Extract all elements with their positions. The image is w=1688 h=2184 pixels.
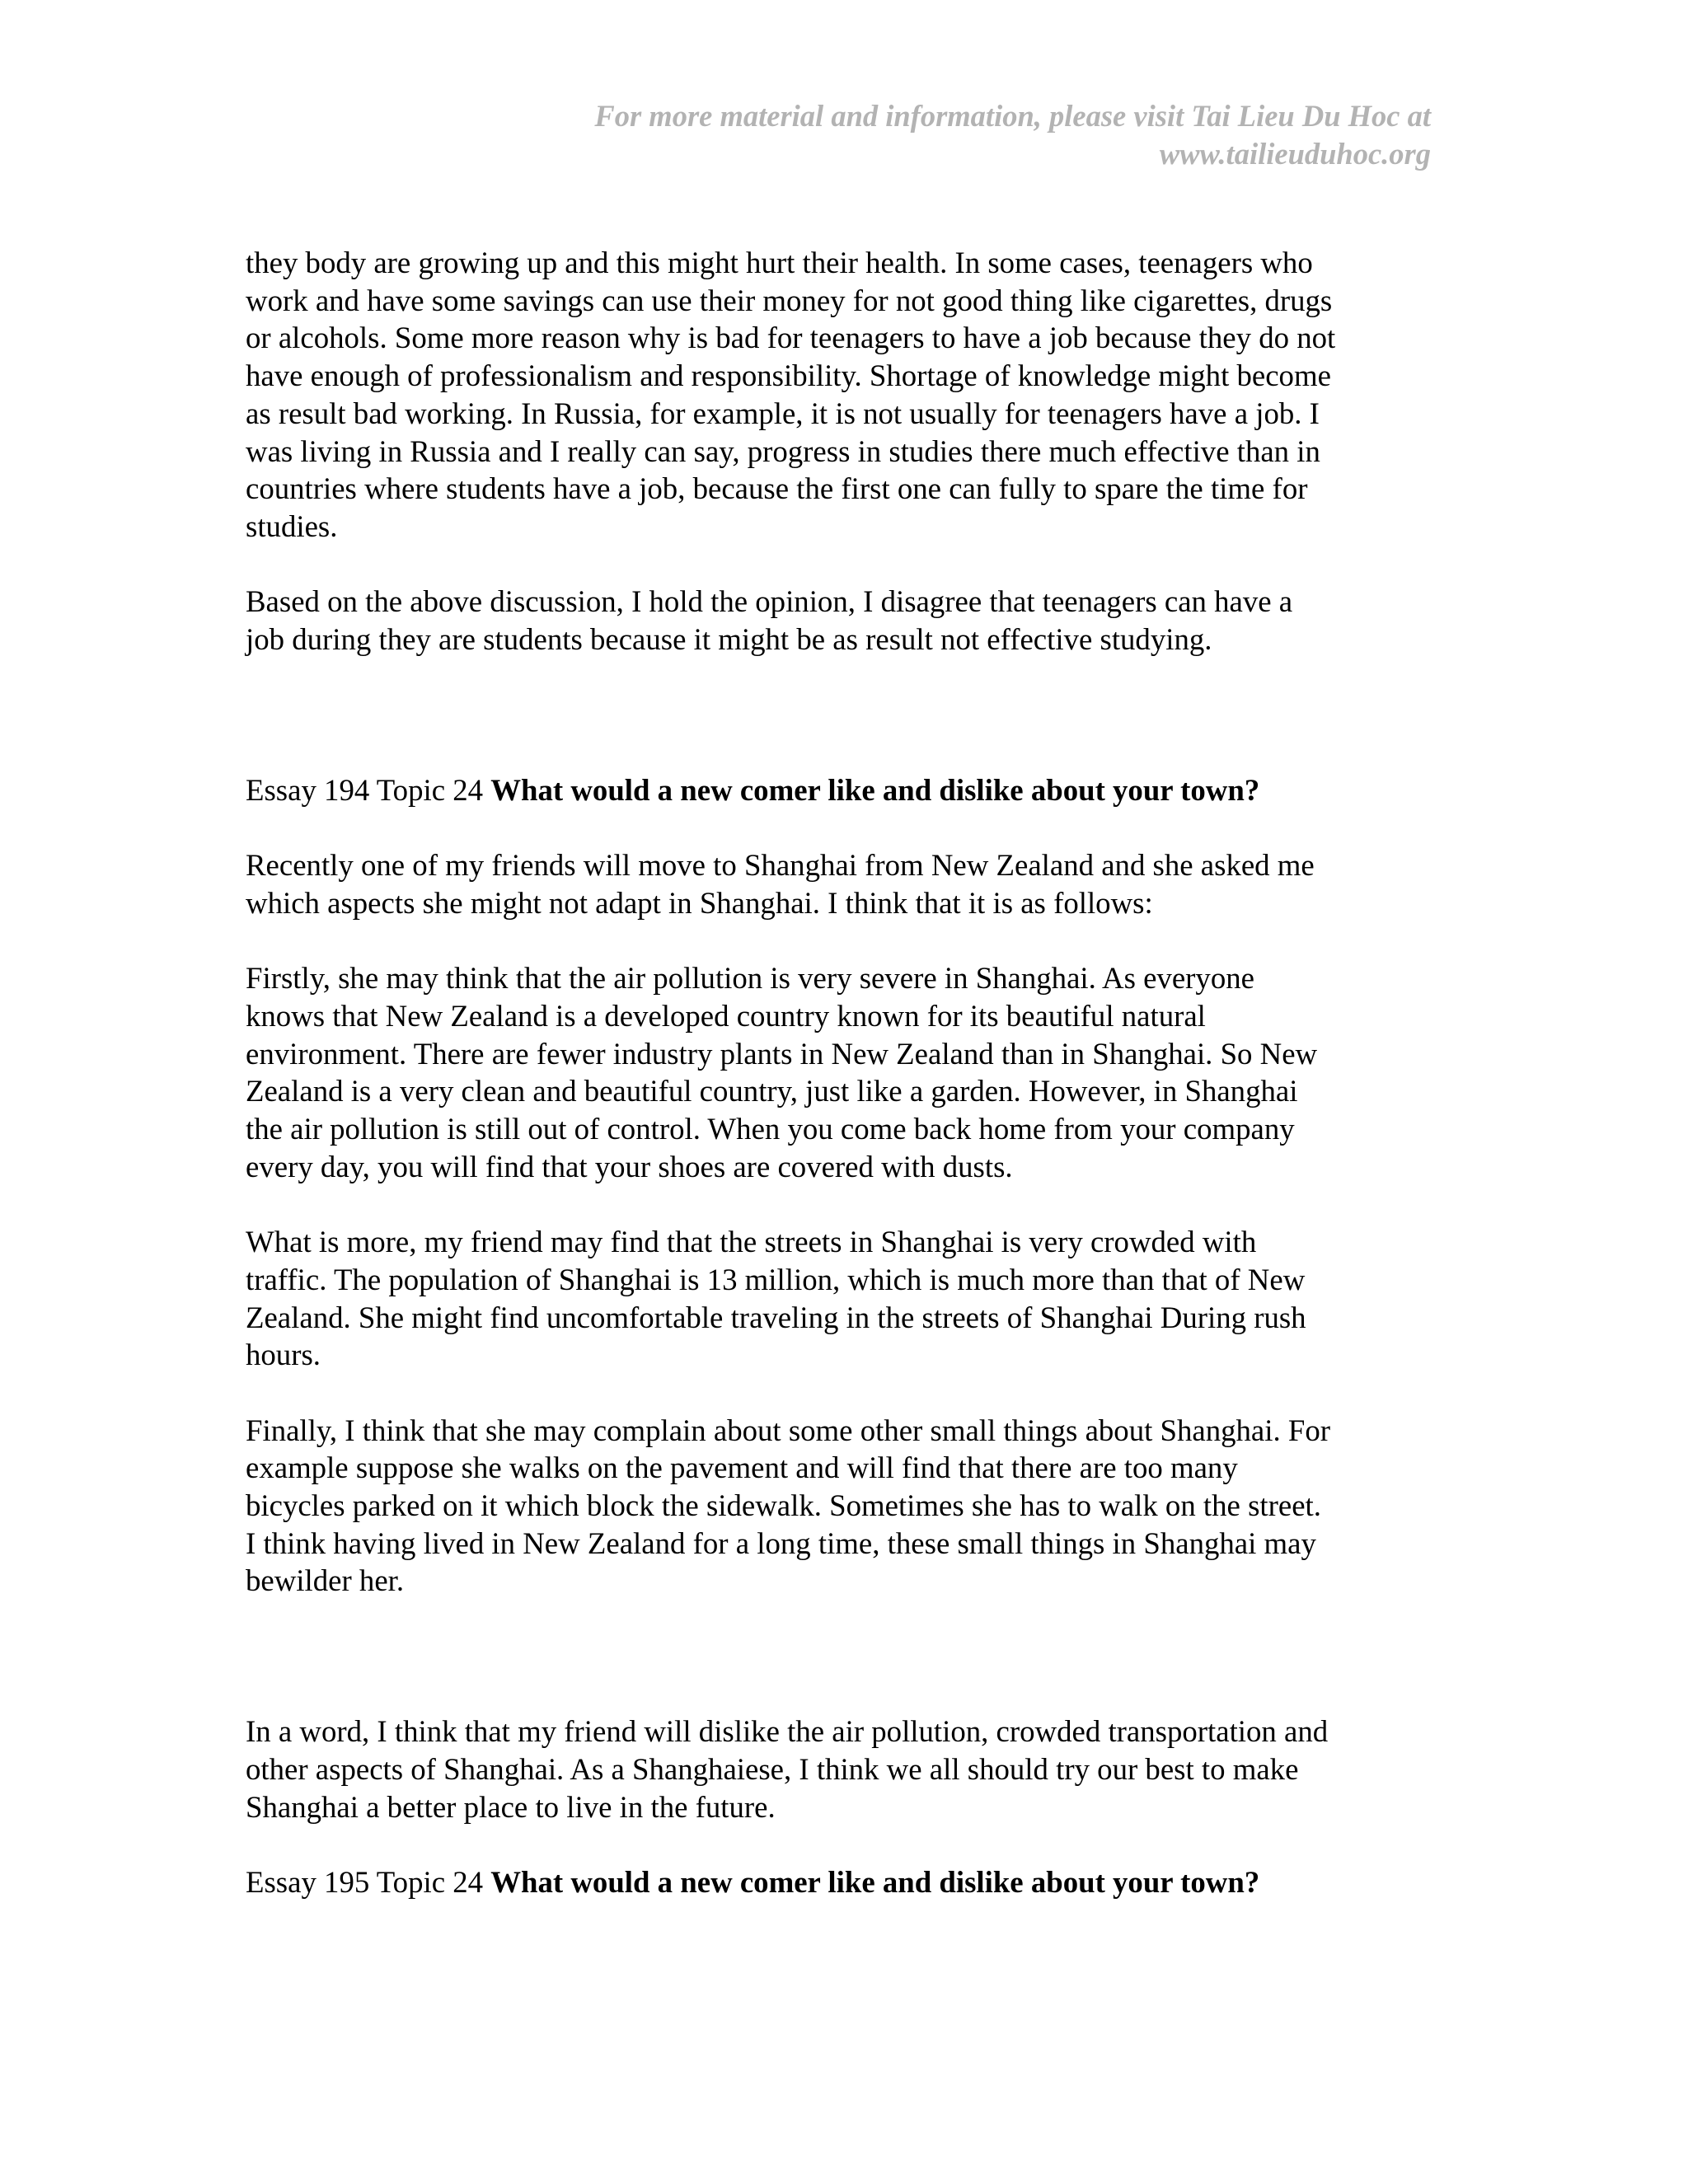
spacer [246,658,1449,771]
header-line-2: www.tailieuduhoc.org [1159,137,1431,171]
spacer [246,808,1449,846]
essay-194-label: Essay 194 Topic 24 [246,772,491,807]
header-line-1: For more material and information, please visit Tai Lieu Du Hoc at [594,99,1431,133]
essay-195-label: Essay 195 Topic 24 [246,1864,491,1899]
page-header [442,97,1431,173]
paragraph-conclusion-shanghai: In a word, I think that my friend will dislike the air pollution, crowded transportation and other aspects of Shanghai. As a Shanghaiese, I think we all should try our best to make Shanghai a better place to live in the future. [246,1714,1329,1824]
spacer [246,546,1449,583]
spacer [246,922,1449,960]
essay-194-heading [246,771,1449,809]
spacer [246,1825,1449,1863]
paragraph-traffic: What is more, my friend may find that the streets in Shanghai is very crowded with traffic. The population of Shanghai is 13 million, which is much more than that of New Zealand. She might find uncomfortable traveling in the streets of Shanghai During rush hours. [246,1225,1306,1372]
spacer [246,1185,1449,1223]
spacer [246,1374,1449,1412]
paragraph-small-things: Finally, I think that she may complain about some other small things about Shanghai. For example suppose she walks on the pavement and will find that there are too many bicycles parked on it which block the sidewalk. Sometimes she has to walk on the street. I think having lived in New Zealand for a long time, these small things in Shanghai may bewilder her. [246,1413,1330,1598]
paragraph-teenagers-jobs-continued: they body are growing up and this might hurt their health. In some cases, teenagers who work and have some savings can use their money for not good thing like cigarettes, drugs or alcohols. Some more reason why is bad for teenagers to have a job because they do not have enough of professionalism and responsibility. Shortage of knowledge might become as result bad working. In Russia, for example, it is not usually for teenagers have a job. I was living in Russia and I really can say, progress in studies there much effective than in countries where students have a job, because the first one can fully to spare the time for studies. [246,246,1336,543]
essay-195-title: What would a new comer like and dislike about your town? [490,1864,1260,1899]
spacer [246,1600,1449,1713]
document-body [246,244,1449,1901]
essay-194-title: What would a new comer like and dislike about your town? [490,772,1260,807]
essay-195-heading [246,1863,1449,1901]
paragraph-conclusion-teenagers: Based on the above discussion, I hold the opinion, I disagree that teenagers can have a job during they are students because it might be as result not effective studying. [246,584,1293,657]
paragraph-air-pollution: Firstly, she may think that the air pollution is very severe in Shanghai. As everyone knows that New Zealand is a developed country known for its beautiful natural environment. There are fewer industry plants in New Zealand than in Shanghai. So New Zealand is a very clean and beautiful country, just like a garden. However, in Shanghai the air pollution is still out of control. When you come back home from your company every day, you will find that your shoes are covered with dusts. [246,961,1318,1183]
paragraph-introduction: Recently one of my friends will move to Shanghai from New Zealand and she asked me which aspects she might not adapt in Shanghai. I think that it is as follows: [246,848,1315,920]
